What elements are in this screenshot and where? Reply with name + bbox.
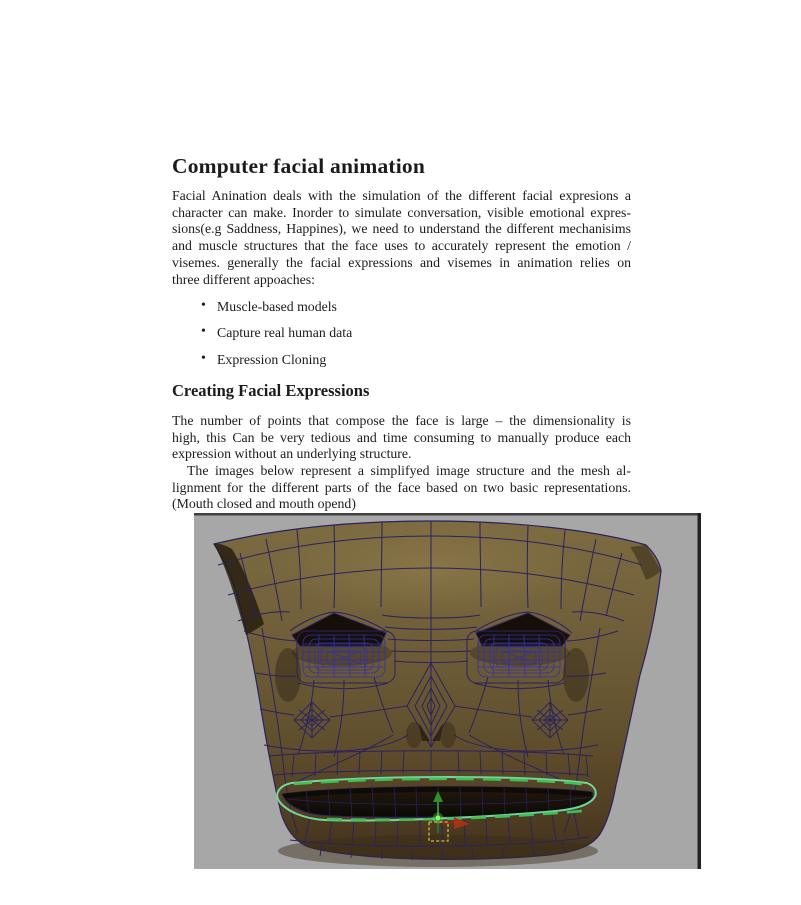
- paragraph-line: Facial Anination deals with the simulation of the different facial expresions a: [172, 188, 631, 203]
- list-item-label: Capture real human data: [217, 325, 353, 341]
- viewport-top-border: [194, 513, 701, 516]
- chin-shadow: [278, 835, 598, 867]
- manipulator-x-axis[interactable]: [442, 822, 456, 823]
- paragraph-line: expression without an underlying structure.: [172, 446, 412, 462]
- manipulator-center-dot[interactable]: [435, 815, 441, 821]
- paragraph-line: The number of points that compose the face is large – the dimensionality is: [172, 413, 631, 428]
- paragraph-line: lignment for the different parts of the face based on two basic representations.: [172, 479, 631, 495]
- bullet-icon: •: [201, 298, 206, 313]
- paragraph-line: and muscle structures that the face uses to accurately represent the emotion /: [172, 238, 631, 254]
- paragraph-line: three different appoaches:: [172, 271, 316, 287]
- paragraph-line: sions(e.g Saddness, Happines), we need to understand the different mechanisims: [172, 221, 631, 237]
- body-paragraph: [172, 463, 631, 513]
- list-item: [172, 299, 631, 316]
- viewport-right-border: [698, 513, 702, 869]
- paragraph-line: visemes. generally the facial expressions and visemes in animation relies on: [172, 254, 631, 270]
- list-item: [172, 325, 631, 342]
- paragraph-line: high, this Can be very tedious and time consuming to manually produce each: [172, 429, 631, 445]
- face-mesh-viewport: [194, 513, 701, 869]
- body-paragraph: [172, 413, 631, 463]
- face-mesh-figure: [194, 513, 701, 869]
- list-item: [172, 352, 631, 369]
- paragraph-line: character can make. Inorder to simulate conversation, visible emotional expres-: [172, 204, 631, 220]
- paragraph-line: (Mouth closed and mouth opend): [172, 496, 356, 512]
- section-heading: Creating Facial Expressions: [172, 381, 370, 400]
- bullet-icon: •: [201, 350, 206, 366]
- list-item-label: Expression Cloning: [217, 351, 327, 367]
- paragraph-line: The images below represent a simplifyed image structure and the mesh al-: [187, 463, 631, 478]
- page-title: Computer facial animation: [172, 154, 426, 178]
- bullet-icon: •: [201, 324, 206, 340]
- approaches-list: [172, 299, 631, 378]
- list-item-label: Muscle-based models: [217, 299, 337, 314]
- intro-paragraph: [172, 188, 631, 288]
